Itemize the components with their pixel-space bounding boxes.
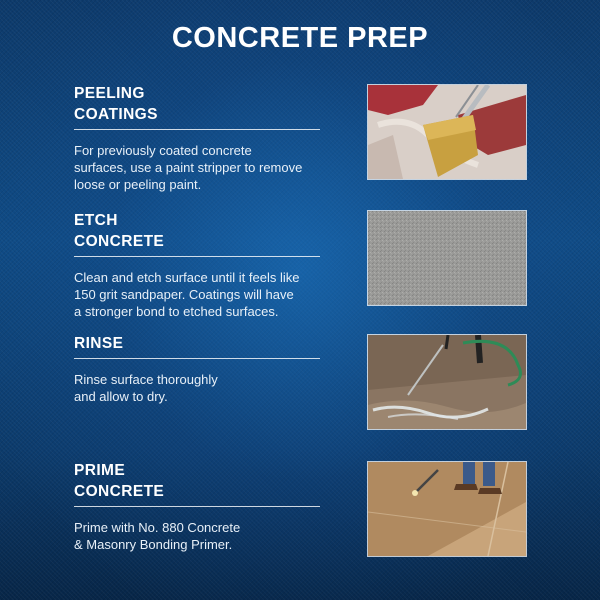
primer-sprayer-photo: [367, 461, 527, 557]
etched-concrete-photo: [367, 210, 527, 306]
step-heading: RINSE: [74, 333, 320, 359]
step-peeling-coatings: [74, 83, 324, 193]
step-heading: PEELING COATINGS: [74, 83, 320, 130]
pressure-washer-rinse-photo: [367, 334, 527, 430]
page-title: CONCRETE PREP: [171, 22, 429, 54]
step-description: Rinse surface thoroughly and allow to dry.: [74, 372, 218, 404]
step-description: Prime with No. 880 Concrete & Masonry Bonding Primer.: [74, 520, 241, 552]
step-heading: ETCH CONCRETE: [74, 210, 320, 257]
step-description: For previously coated concrete surfaces, use a paint stripper to remove loose or peeling paint.: [74, 143, 303, 192]
step-etch-concrete: [74, 210, 324, 320]
step-prime-concrete: [74, 460, 324, 553]
scraper-peeling-paint-photo: [367, 84, 527, 180]
step-rinse: [74, 333, 324, 405]
step-description: Clean and etch surface until it feels like 150 grit sandpaper. Coatings will have a stronger bond to etched surfaces.: [74, 270, 300, 319]
step-heading: PRIME CONCRETE: [74, 460, 320, 507]
